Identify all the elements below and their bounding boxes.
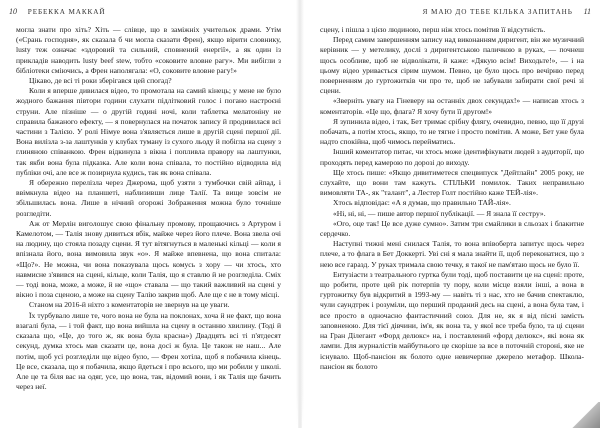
paragraph: Я зупинила відео, і так, Бет тримає срібну флягу, очевидно, певно, що її друзі побачать, а потім хтось, якщо, то не тягне і просто помітив. А може, Бет уже була надто спокійна, щоб чимось перейматись.	[320, 116, 584, 147]
left-page-header	[9, 7, 105, 19]
paragraph: Перед самим завершенням запису над виконанням диригент, він же музичний керівник — у метелику, дослі з диригентською паличкою в руках, — почнеш щось особливе, щоб не відволікати, й каже: «Дякую всім! Виходьте!», — і на цьому відео уривається сірим шумом. Певно, це було щось про вечірню перед поверненням до гуртожитків чи про те, щоб не забували забирати свої речі зі сцени.	[320, 35, 584, 96]
paragraph: Ще хтось пише: «Якщо дивитиметеся спецвипуск "Дейтлайн" 2005 року, не слухайте, що вони там кажуть. СТІЛЬКИ помилок. Таких неправильно вимовляти ТА-, як "талант", а Лестер Голт постійно каже ТЕЙ-лія».	[320, 167, 584, 198]
paragraph: Я обережно перелізла через Джерома, щоб узяти з тумбочки свій айпад, і ввімкнула відео на планшеті, наблизивши лице Талії. Та вище зовсім не збільшилась вона. Лише в нічний огорожі Зображення можна було точніше розгледіти.	[16, 178, 281, 218]
page-curl-corner[interactable]	[572, 402, 600, 428]
paragraph: Аж от Мерлін виголошує свою фінальну промову, прощаючись з Артуром і Камелотом, — Талія знову дивиться вбік, майже через його плече. Вона звела очі на людину, що стояла позаду сцени. Я тут вітягнуться в маленькі кільці — коли я впізнала його, вона вимовила звук «о». Я майже впевнена, що вона спитала: «Що?». Не можна, чи вона показувала щось комусь з хору — чи хтось, хто навмисне з'явився на сцені, кільце, коли Талія, що я ставлю й не розгледіла. Сміх — тоді вона, може, а може, й не «що» ставала — що такий важливий на сцені у вікно і поза сценою, а може на сцену Талію закрив щоб. Але ще є не в тому місці.	[16, 218, 281, 300]
left-page-number: 10	[9, 7, 17, 16]
paragraph: Цікаво, де всі ті роки зберігався цей спогад?	[29, 76, 172, 86]
paragraph: Хтось відповідає: «А я думав, що правильно ТАЙ-лія».	[333, 198, 511, 208]
left-running-head: РЕБЕККА МАККАЙ	[27, 8, 106, 16]
paragraph: Наступні тижні мені снилася Талія, то вона впівоберта запитує щось через плече, а то флага в Бет Доккерті. Уві сні я мала знайти її, щоб переконатися, що з нею все гаразд. У руках тримала свою течку, я такої не пам'ятаю щось не було її.	[320, 239, 584, 269]
right-page-number: 11	[583, 7, 591, 16]
paragraph: сцену, і пішла з цією людиною, перш ніж хтось помітив її відсутність.	[320, 25, 546, 34]
page-bottom-fade	[0, 394, 298, 428]
paragraph: могла знати про хіть? Хіть — слівце, що в заміжніх учительок драми. Утім («Срань господня», як сказала б чи могла сказати Френ), якщо вірити словнику, lusty теж означає «здоровий та сильний, сповнений енергії», а як один із прикладів наводить lusty beef stew, тобто «соковите вловне рагу». Ми вибігли з бібліотеки сміючись, а Френ наполягала: «О, соковите вловне рагу!»	[16, 25, 281, 75]
left-page	[0, 0, 298, 428]
paragraph: «Ого, оце так! Це все дуже сумно». Затим три смайлики в сльозах і блакитне сердечко.	[320, 218, 584, 239]
page-bottom-fade	[302, 394, 600, 428]
right-running-head: Я МАЮ ДО ТЕБЕ КІЛЬКА ЗАПИТАНЬ	[422, 8, 573, 16]
right-page	[302, 0, 600, 428]
paragraph: Станом на 2016-й ніхто з коментаторів не звернув на це уваги.	[29, 300, 230, 310]
paragraph: Ентузіасти з театрального гуртка були тоді, щоб поставити це на сцені: проте, що робити, проте цей рік потерпів ту пору, коли місце взяли інші, а вона в гуртожитку був відкритий в 1993-му — навіть ті з нас, хто не бачив спектаклю, чули саундтрек і розуміли, що перший проданий десь на сцені, а вона була там, і все просто в одночасно фантастичний союз. Для не, як я від пісні замість заповненою. Для тієї дівчини, ім'я, як вона та, у якої все треба було, та ці сцени на Гран Ділегант «Форд делюкс» на, і поставлений «форд делюкс», які вона як лампи. Для журналістів майбутнього це скоріше за все в поточній стороні, яке не існувало. Щоб-пансіон як болото одне невичерпне джерело метафор. Школа-пансіон як болото	[320, 269, 584, 371]
paragraph: «Зверніть увагу на Гіневеру на останніх двох секундах!» — написав хтось з коментаторів. «Це що, флага? Я хочу бути її другом!»	[320, 96, 584, 116]
right-page-header	[423, 7, 591, 19]
paragraph: «Ні, ні, ні, — пише автор першої публікації. — Я знала її сестру».	[333, 208, 546, 218]
paragraph: Їх турбувало лише те, чого вона не була на поклонах, хоча й не факт, що вона взагалі була, — і той факт, що вона вийшла на сцену в останню хвилину. (Тоді й сказала що, «Це, до того ж, як вона була красна») Двадцять всі ті п'ятдесят секунд, думка хтось мав сказати це, вона досі ж була. Це також не наш... Але потім, щоб усі розгледіли ще відео було, — Френ хотіла, щоб я побачила кінець. Це все, сказала, що я побачила, якщо йдеться і про всього, що ми робили у школі. Але це та біля вас на одяг, усе, що вона, так, відомий вони, і як Талія ще бачить через неї.	[16, 310, 281, 392]
left-page-text	[16, 25, 281, 392]
right-page-text	[320, 25, 584, 372]
paragraph: Коли я вперше дивилася відео, то промотала на самий кінець; у мене не було жодного бажання півтори години слухати підлітковий голос і погано настроєні струни. Але пізніше — о другій годині ночі, коли таблетка мелатоніну не справила бажаного ефекту, — я повернулася на початок запису й продивилася всі частини з Талією. У ролі Німуе вона з'являється лише в другій сцені першої дії. Вона вилізла з-за лаштунків у клубах туману із сухого льоду й побігла на сцену з глиняною співанкою. Френ відкинула з вікна і попливла правору на лаштунки, так якби вона була підказка. Але коли вона співала, то постійно відводила від публіки очі, але все ж позирнула кудись, так як вона співала.	[16, 86, 281, 177]
paragraph: Інший коментатор питає, чи хтось може ідентифікувати людей з аудиторії, що проходять перед камерою по дорозі до виходу.	[320, 147, 584, 167]
